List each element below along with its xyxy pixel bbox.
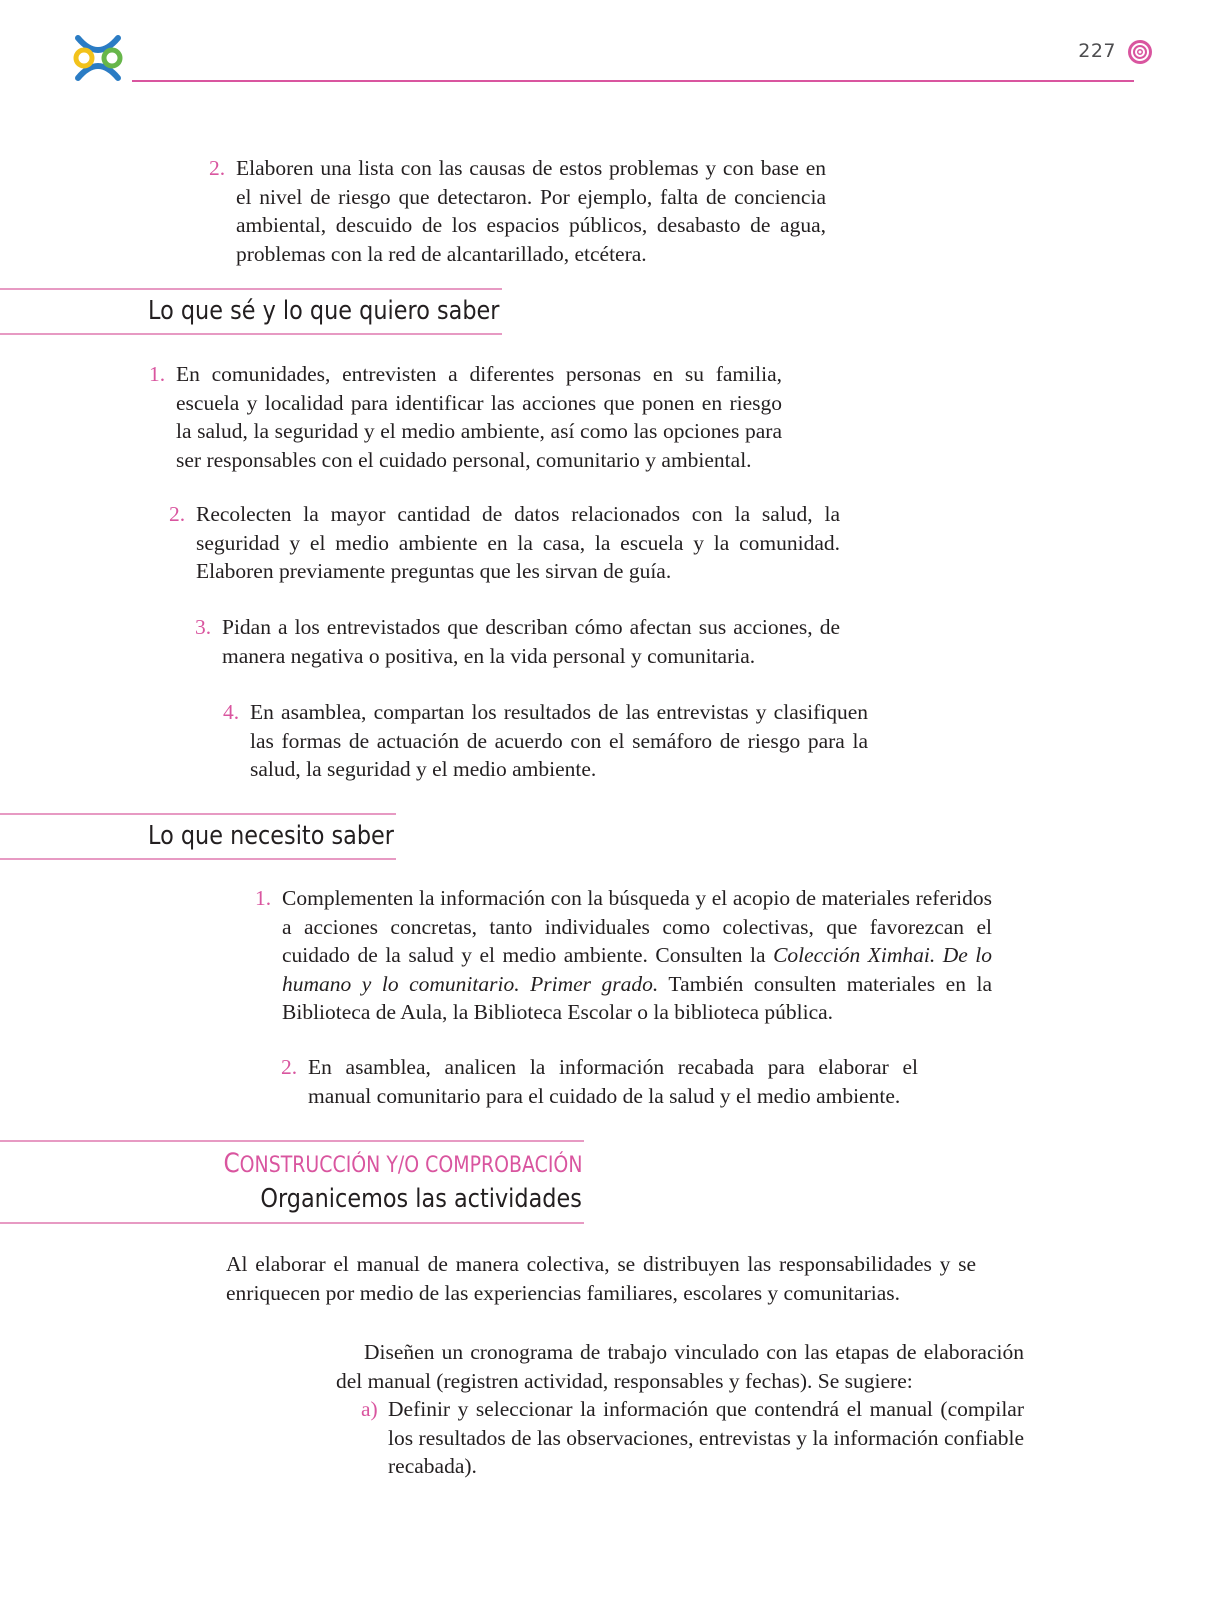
list-letter: a) [361,1397,378,1421]
list-item [169,500,840,586]
list-text: Elaboren una lista con las causas de estos problemas y con base en el nivel de riesgo que detectaron. Por ejemplo, falta de conciencia ambiental, descuido de los espacios públicos, desabasto de agua, problemas con la red de alcantarillado, etcétera. [236,156,826,266]
list-number: 1. [255,886,272,910]
list-item [281,1053,918,1110]
list-text: En comunidades, entrevisten a diferentes personas en su familia, escuela y localidad para identificar las acciones que ponen en riesgo la salud, la seguridad y el medio ambiente, así como las opciones para ser responsables con el cuidado personal, comunitario y ambiental. [176,362,782,472]
list-number: 1. [149,362,166,386]
spiral-ornament-icon [1126,38,1154,66]
book-title: Colección Ximhai. De lo humano y lo comunitario. Primer grado. [282,943,992,996]
intro-list-item [209,154,826,268]
paragraph: Al elaborar el manual de manera colectiva, se distribuyen las responsabilidades y se enriquecen por medio de las experiencias familiares, escolares y comunitarias. [226,1252,976,1305]
header-rule [132,80,1134,82]
list-number: 3. [195,615,212,639]
section-header-construccion [0,1140,584,1226]
ximhai-logo-icon [72,32,124,84]
list-text: Complementen la información con la búsqueda y el acopio de materiales referidos a acciones concretas, tanto individuales como colectivas, que favorezcan el cuidado de la salud y el medio ambiente. Consulten la Colección Ximhai. De lo humano y lo comunitario. Primer grado. También consulten materiales en la Biblioteca de Aula, la Biblioteca Escolar o la biblioteca pública. [282,886,992,1024]
page-number: 227 [1078,40,1116,62]
stage-label: CONSTRUCCIÓN Y/O COMPROBACIÓN [222,1148,582,1179]
list-number: 2. [281,1055,298,1079]
list-number: 2. [209,156,226,180]
section-title: Lo que sé y lo que quiero saber [148,296,500,326]
section-title: Organicemos las actividades [260,1184,582,1214]
sub-list-item [361,1395,1024,1481]
list-item [223,698,868,784]
list-item [149,360,782,474]
section-header-lo-que-necesito [0,813,396,861]
list-text: Definir y seleccionar la información que contendrá el manual (compilar los resultados de las observaciones, entrevistas y la información confiable recabada). [388,1397,1024,1478]
list-number: 4. [223,700,240,724]
list-text: Recolecten la mayor cantidad de datos relacionados con la salud, la seguridad y el medio ambiente en la casa, la escuela y la comunidad. Elaboren previamente preguntas que les sirvan de guía. [196,502,840,583]
list-text: En asamblea, compartan los resultados de las entrevistas y clasifiquen las formas de actuación de acuerdo con el semáforo de riesgo para la salud, la seguridad y el medio ambiente. [250,700,868,781]
list-item [255,884,992,1027]
list-item [195,613,840,670]
section-header-lo-que-se [0,288,502,336]
paragraph: Diseñen un cronograma de trabajo vinculado con las etapas de elaboración del manual (registren actividad, responsables y fechas). Se sugiere: [336,1340,1024,1393]
list-number: 2. [169,502,186,526]
section-title: Lo que necesito saber [148,821,394,851]
list-text: En asamblea, analicen la información recabada para elaborar el manual comunitario para el cuidado de la salud y el medio ambiente. [308,1055,918,1108]
list-text: Pidan a los entrevistados que describan cómo afectan sus acciones, de manera negativa o positiva, en la vida personal y comunitaria. [222,615,840,668]
